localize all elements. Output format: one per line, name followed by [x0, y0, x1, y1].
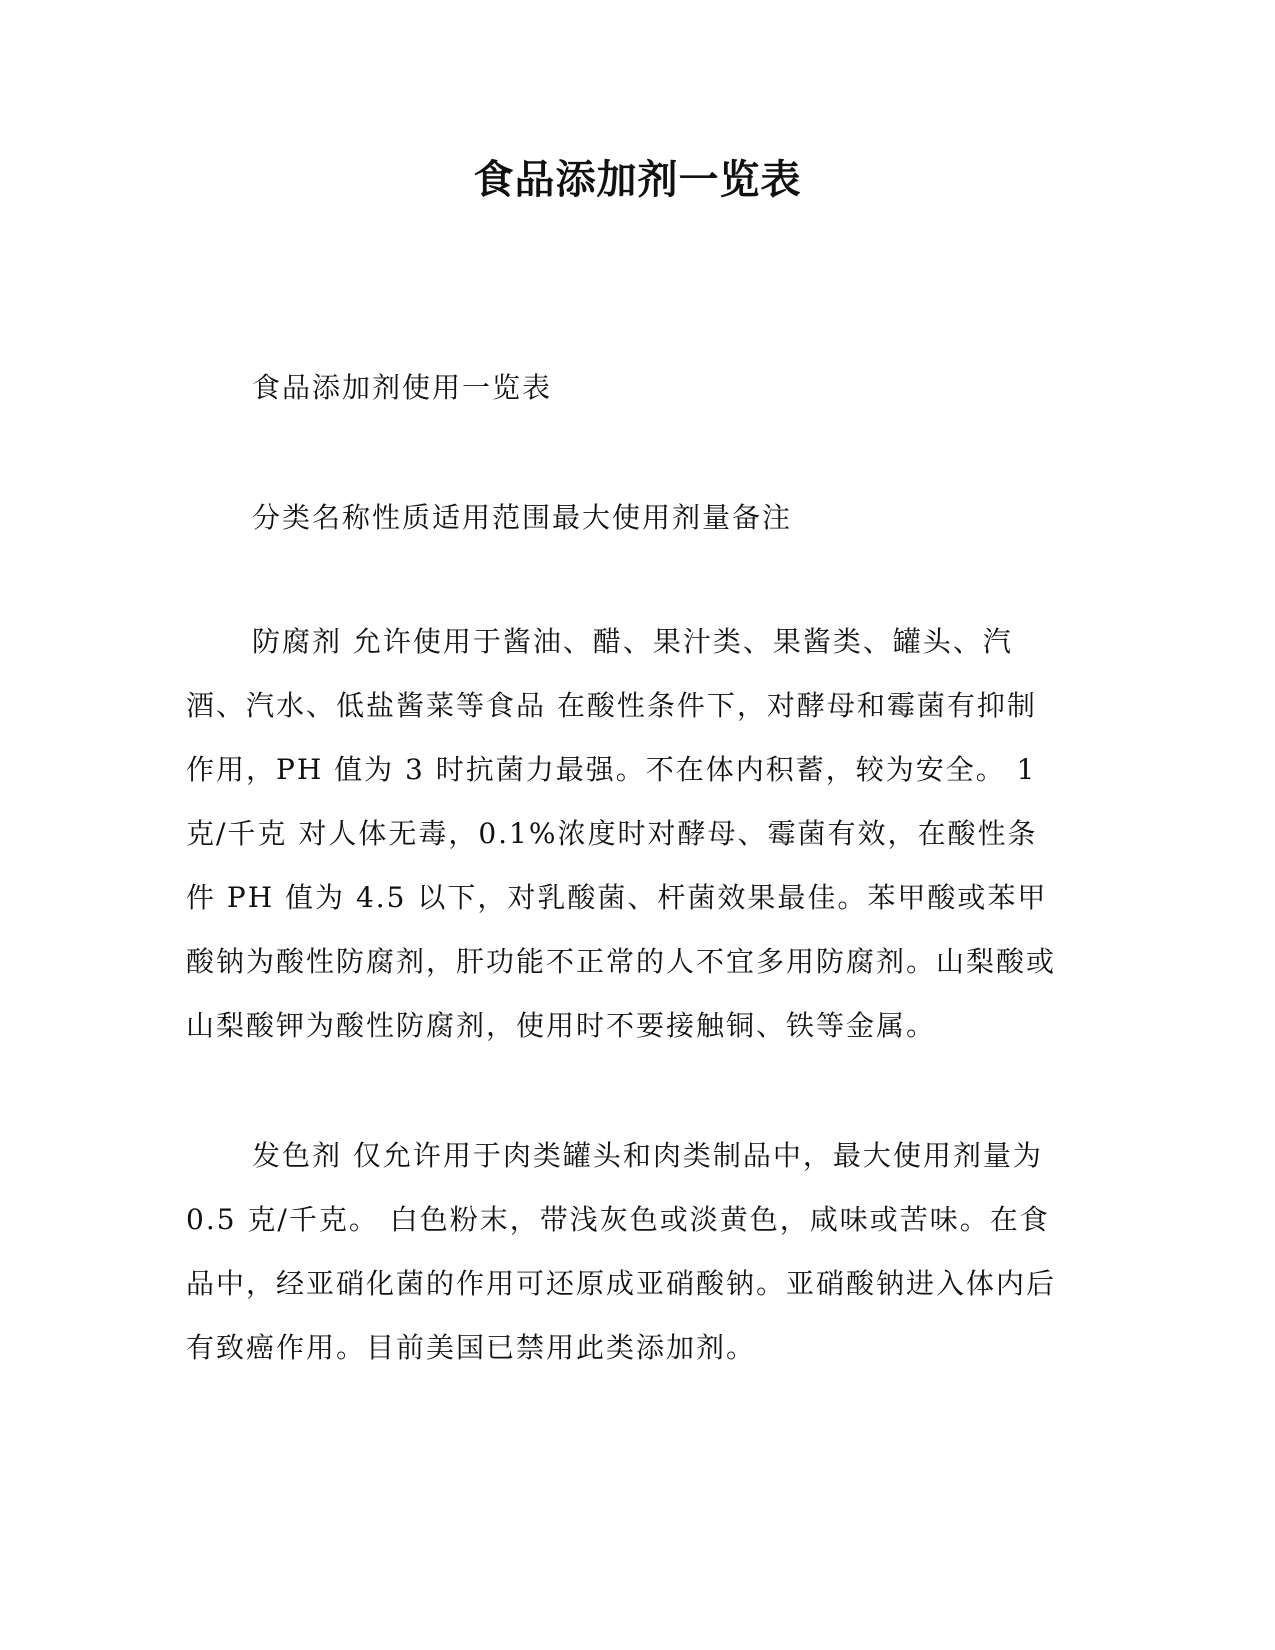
document-title: 食品添加剂一览表	[473, 156, 802, 203]
color-fixative-paragraph: 发色剂 仅允许用于肉类罐头和肉类制品中，最大使用剂量为 0.5 克/千克。 白色粉末，带浅灰色或淡黄色，咸味或苦味。在食品中，经亚硝化菌的作用可还原成亚硝酸钠。亚硝酸钠进入体内后有致癌作用。目前美国已禁用此类添加剂。	[186, 1139, 1057, 1364]
subtitle-paragraph: 食品添加剂使用一览表	[252, 371, 553, 404]
preservative-paragraph: 防腐剂 允许使用于酱油、醋、果汁类、果酱类、罐头、汽酒、汽水、低盐酱菜等食品 在酸性条件下，对酵母和霉菌有抑制作用，PH 值为 3 时抗菌力最强。不在体内积蓄，较为安全。 1 克/千克 对人体无毒，0.1%浓度时对酵母、霉菌有效，在酸性条件 PH 值为 4.5 以下，对乳酸菌、杆菌效果最佳。苯甲酸或苯甲酸钠为酸性防腐剂，肝功能不正常的人不宜多用防腐剂。山梨酸或山梨酸钾为酸性防腐剂，使用时不要接触铜、铁等金属。	[186, 625, 1057, 1042]
column-header-paragraph: 分类名称性质适用范围最大使用剂量备注	[252, 501, 793, 534]
